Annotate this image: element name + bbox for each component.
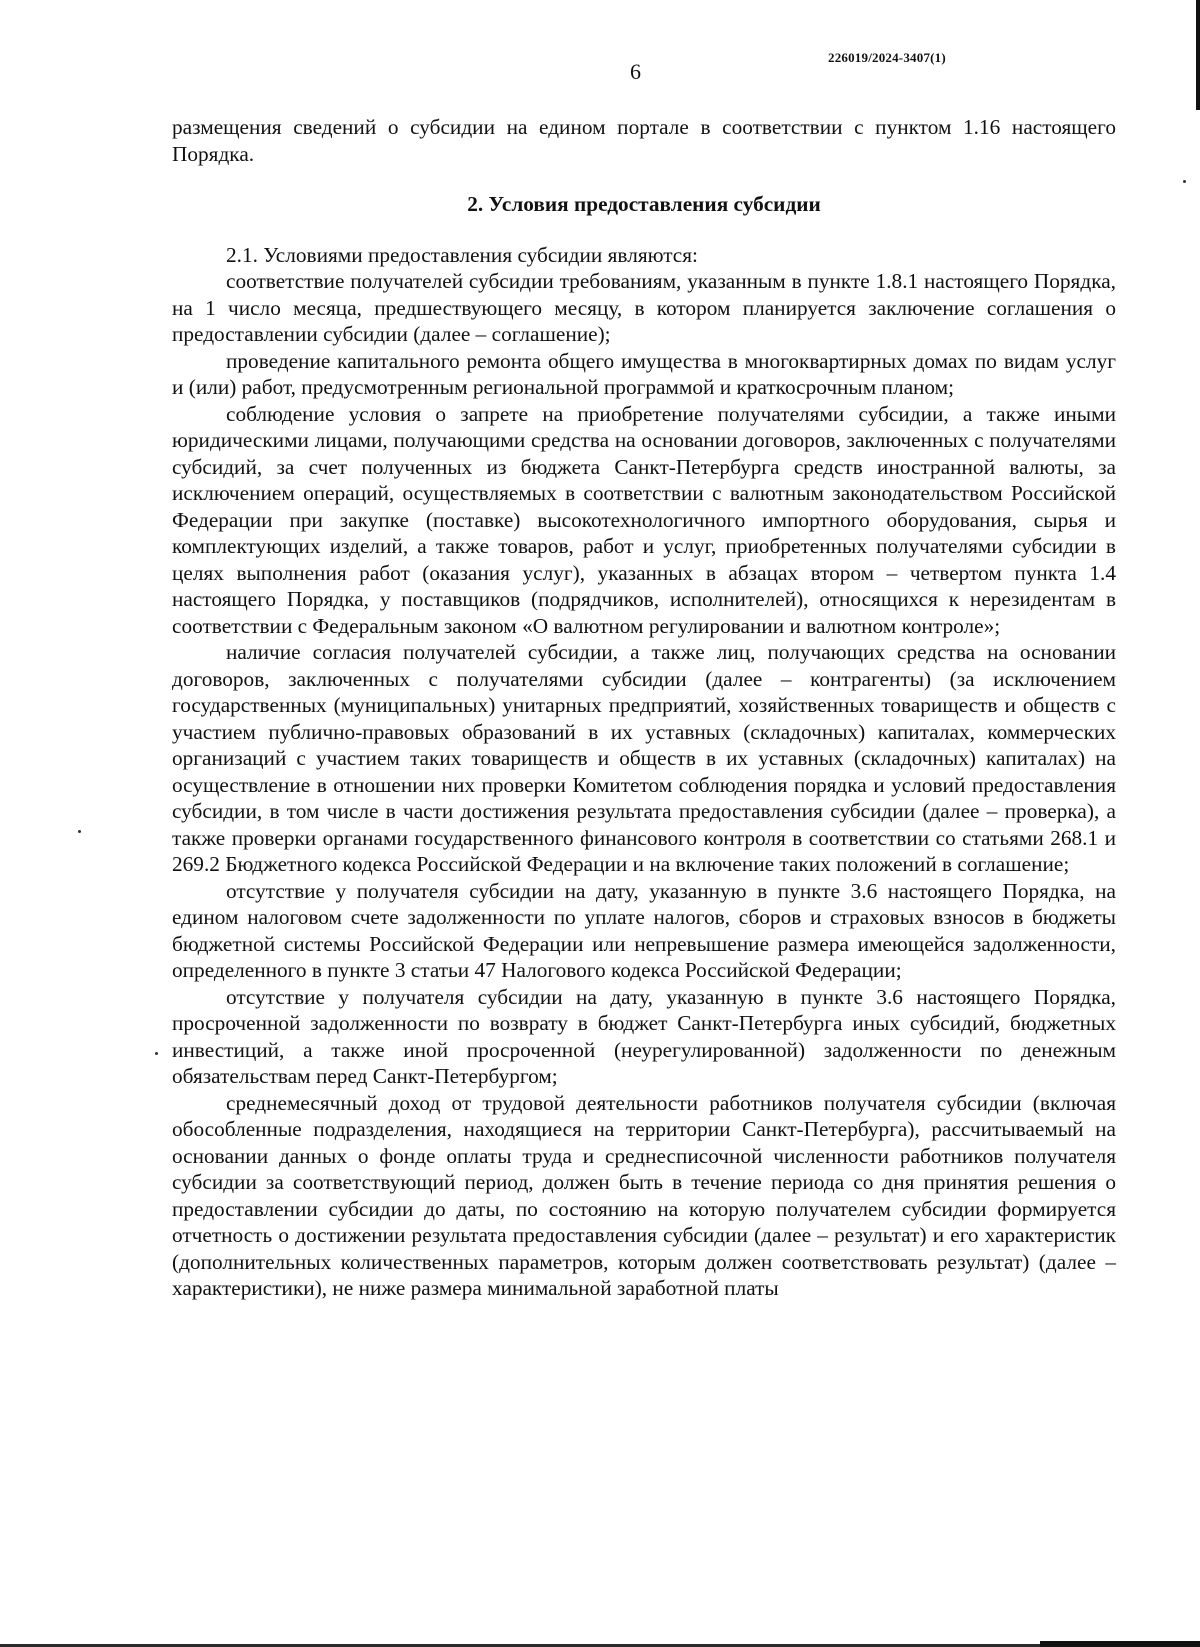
condition-paragraph: среднемесячный доход от трудовой деятельности работников получателя субсидии (включая обособленные подразделения, находящиеся на территории Санкт-Петербурга), рассчитываемый на основании данных о фонде оплаты труда и среднесписочной численности работников получателя субсидии за соответствующий период, должен быть в течение периода со дня принятия решения о предоставлении субсидии до даты, по состоянию на которую получателем субсидии формируется отчетность о достижении результата предоставления субсидии (далее – результат) и его характеристик (дополнительных количественных параметров, которым должен соответствовать результат) (далее – характеристики), не ниже размера минимальной заработной платы (172, 1090, 1116, 1300)
scan-speck (78, 830, 81, 833)
condition-paragraph: наличие согласия получателей субсидии, а также лиц, получающих средства на основании договоров, заключенных с получателями субсидии (далее – контрагенты) (за исключением государственных (муниципальных) унитарных предприятий, хозяйственных товариществ и обществ с участием публично-правовых образований в их уставных (складочных) капиталах, коммерческих организаций с участием таких товариществ и обществ в их уставных (складочных) капиталах) на осуществление в отношении них проверки Комитетом соблюдения порядка и условий предоставления субсидии, в том числе в части достижения результата предоставления субсидии (далее – проверка), а также проверки органами государственного финансового контроля в соответствии со статьями 268.1 и 269.2 Бюджетного кодекса Российской Федерации и на включение таких положений в соглашение; (172, 640, 1116, 876)
page-number: 6 (630, 59, 641, 84)
scan-speck (1183, 180, 1186, 183)
condition-paragraph: отсутствие у получателя субсидии на дату, указанную в пункте 3.6 настоящего Порядка, на едином налоговом счете задолженности по уплате налогов, сборов и страховых взносов в бюджеты бюджетной системы Российской Федерации или непревышение размера имеющейся задолженности, определенного в пункте 3 статьи 47 Налогового кодекса Российской Федерации; (172, 878, 1116, 982)
condition-paragraph: проведение капитального ремонта общего имущества в многоквартирных домах по видам услуг и (или) работ, предусмотренным региональной программой и краткосрочным планом; (172, 348, 1116, 399)
document-code: 226019/2024-3407(1) (828, 50, 946, 65)
scan-edge-mark (1040, 1641, 1200, 1647)
scan-speck (155, 1052, 158, 1055)
section-heading: 2. Условия предоставления субсидии (467, 192, 821, 216)
clause-2-1-lead: 2.1. Условиями предоставления субсидии являются: (226, 242, 698, 267)
condition-paragraph: отсутствие у получателя субсидии на дату, указанную в пункте 3.6 настоящего Порядка, просроченной задолженности по возврату в бюджет Санкт-Петербурга иных субсидий, бюджетных инвестиций, а также иной просроченной (неурегулированной) задолженности по денежным обязательствам перед Санкт-Петербургом; (172, 984, 1116, 1088)
continuation-paragraph: размещения сведений о субсидии на едином портале в соответствии с пунктом 1.16 настоящего Порядка. (172, 115, 1116, 166)
condition-paragraph: соответствие получателей субсидии требованиям, указанным в пункте 1.8.1 настоящего Порядка, на 1 число месяца, предшествующего месяцу, в котором планируется заключение соглашения о предоставлении субсидии (далее – соглашение); (172, 269, 1116, 346)
document-body (172, 114, 1116, 1302)
condition-paragraph: соблюдение условия о запрете на приобретение получателями субсидии, а также иными юридическими лицами, получающими средства на основании договоров, заключенных с получателями субсидий, за счет полученных из бюджета Санкт-Петербурга средств иностранной валюты, за исключением операций, осуществляемых в соответствии с валютным законодательством Российской Федерации при закупке (поставке) высокотехнологичного импортного оборудования, сырья и комплектующих изделий, а также товаров, работ и услуг, приобретенных получателями субсидии в целях выполнения работ (оказания услуг), указанных в абзацах втором – четвертом пункта 1.4 настоящего Порядка, у поставщиков (подрядчиков, исполнителей), относящихся к нерезидентам в соответствии с Федеральным законом «О валютном регулировании и валютном контроле»; (172, 401, 1116, 638)
scan-edge-mark (1196, 0, 1200, 110)
